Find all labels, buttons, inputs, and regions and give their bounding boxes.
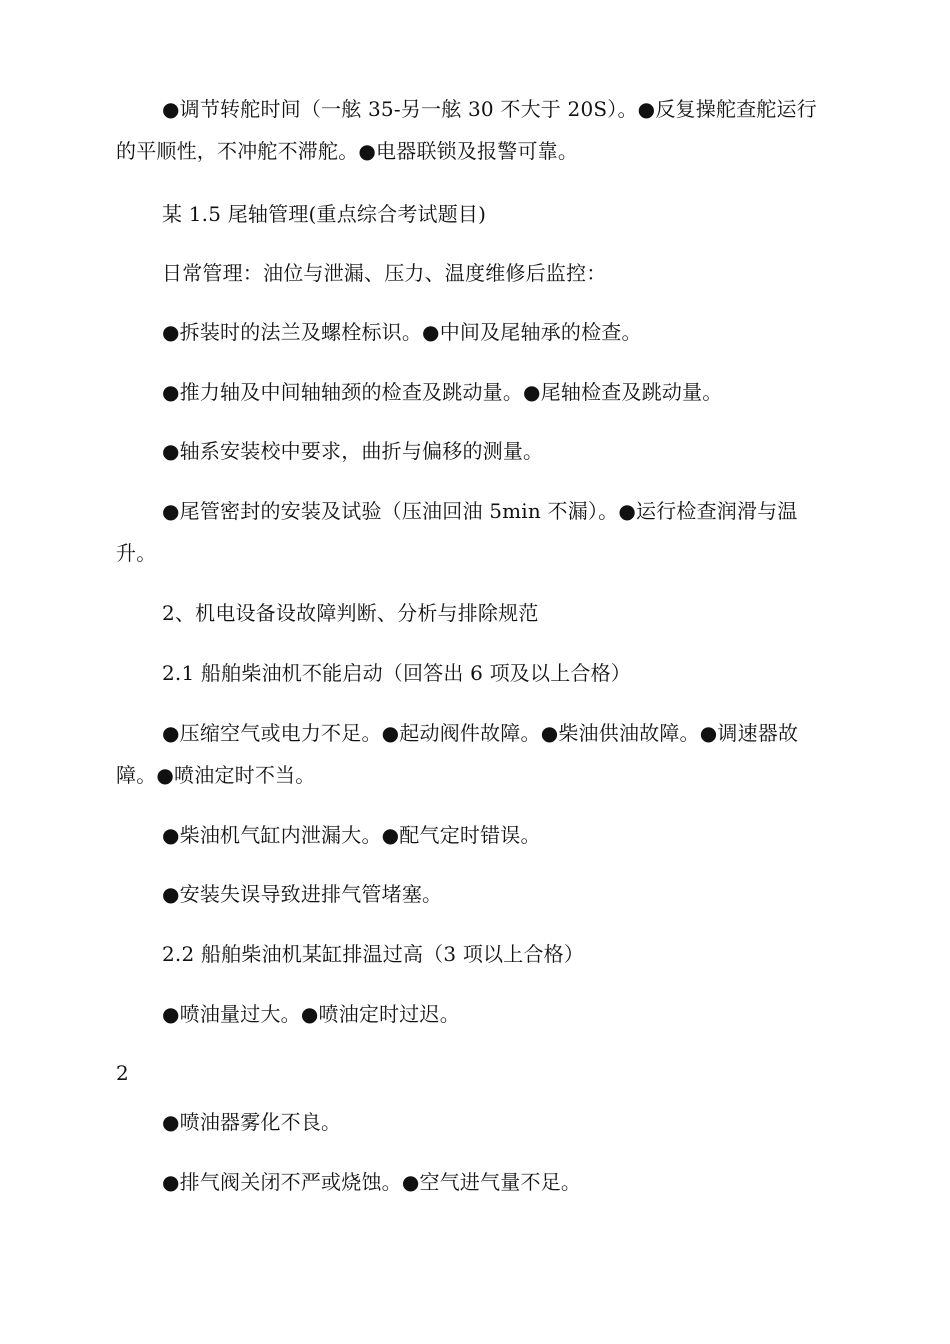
paragraph-intake-blocked: ●安装失误导致进排气管堵塞。	[162, 882, 443, 906]
paragraph-injection-amount: ●喷油量过大。●喷油定时过迟。	[162, 1002, 460, 1026]
heading-engine-no-start: 2.1 船舶柴油机不能启动（回答出 6 项及以上合格）	[162, 661, 632, 685]
paragraph-thrust-shaft: ●推力轴及中间轴轴颈的检查及跳动量。●尾轴检查及跳动量。	[162, 380, 723, 404]
paragraph-cylinder-leak: ●柴油机气缸内泄漏大。●配气定时错误。	[162, 823, 541, 847]
paragraph-start-causes: ●压缩空气或电力不足。●起动阀件故障。●柴油供油故障。●调速器故障。●喷油定时不当。	[116, 721, 799, 787]
heading-exhaust-temp: 2.2 船舶柴油机某缸排温过高（3 项以上合格）	[162, 942, 585, 966]
paragraph-stern-seal: ●尾管密封的安装及试验（压油回油 5min 不漏）。●运行检查润滑与温升。	[116, 499, 798, 565]
paragraph-injector-atomization: ●喷油器雾化不良。	[162, 1110, 342, 1134]
paragraph-flange-bolts: ●拆装时的法兰及螺栓标识。●中间及尾轴承的检查。	[162, 320, 642, 344]
paragraph-shaft-alignment: ●轴系安装校中要求，曲折与偏移的测量。	[162, 439, 544, 463]
heading-tail-shaft: 某 1.5 尾轴管理(重点综合考试题目)	[162, 202, 487, 226]
page-number: 2	[116, 1061, 129, 1085]
heading-fault-diagnosis: 2、机电设备设故障判断、分析与排除规范	[162, 601, 539, 625]
paragraph-steering-time: ●调节转舵时间（一舷 35-另一舷 30 不大于 20S）。●反复操舵查舵运行的平顺性，不冲舵不滞舵。●电器联锁及报警可靠。	[116, 97, 817, 163]
paragraph-daily-management: 日常管理：油位与泄漏、压力、温度维修后监控：	[162, 261, 607, 285]
paragraph-exhaust-valve: ●排气阀关闭不严或烧蚀。●空气进气量不足。	[162, 1170, 582, 1194]
